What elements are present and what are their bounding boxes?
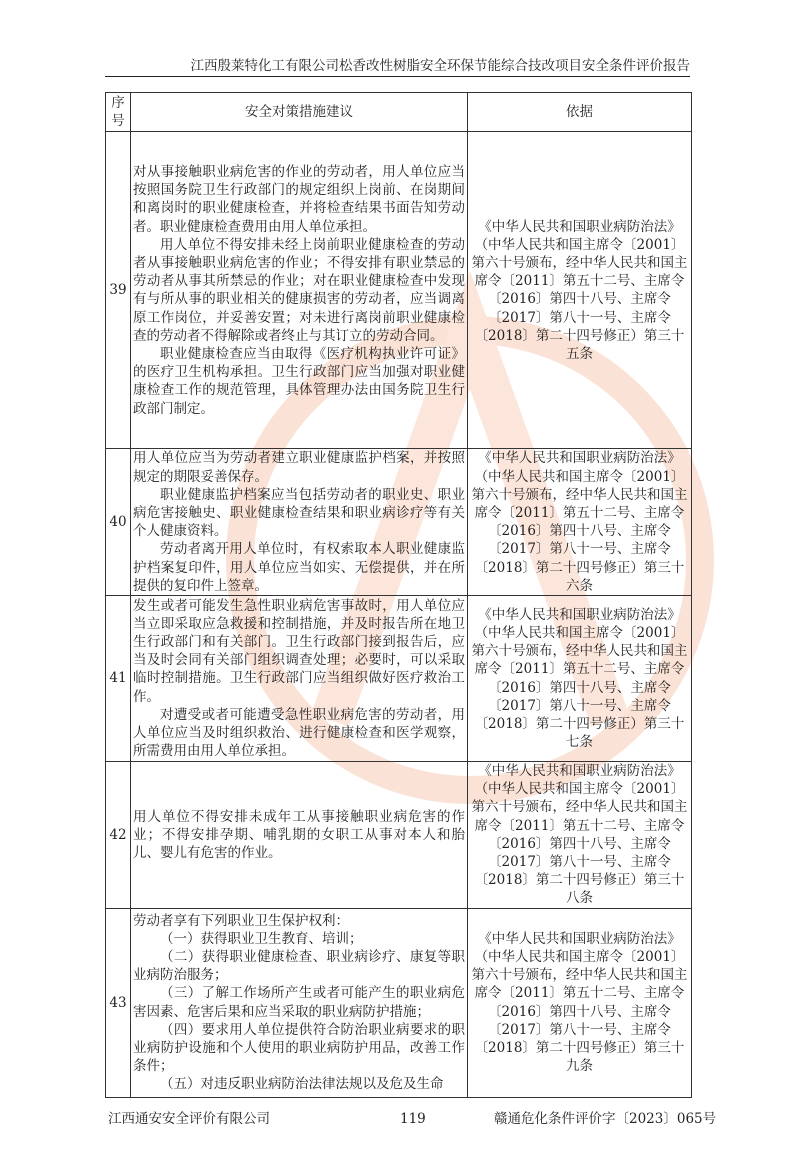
measure-paragraph: 对遭受或者可能遭受急性职业病危害的劳动者，用人单位应当及时组织救治、进行健康检查和医学观察，所需费用由用人单位承担。 (133, 706, 465, 760)
measure-paragraph: 职业健康监护档案应当包括劳动者的职业史、职业病危害接触史、职业健康检查结果和职业病诊疗等有关个人健康资料。 (133, 486, 465, 540)
table-row (106, 908, 692, 1097)
measure-paragraph: 用人单位不得安排未经上岗前职业健康检查的劳动者从事接触职业病危害的作业；不得安排有职业禁忌的劳动者从事其所禁忌的作业；对在职业健康检查中发现有与所从事的职业相关的健康损害的劳动者，应当调离原工作岗位，并妥善安置；对未进行离岗前职业健康检查的劳动者不得解除或者终止与其订立的劳动合同。 (133, 236, 465, 344)
row-number: 41 (106, 596, 131, 762)
table-row (106, 596, 692, 762)
page-header-title: 江西殷莱特化工有限公司松香改性树脂安全环保节能综合技改项目安全条件评价报告 (190, 58, 690, 74)
row-number: 43 (106, 908, 131, 1097)
row-number: 42 (106, 762, 131, 909)
footer-company: 江西通安安全评价有限公司 (108, 1110, 270, 1127)
page-number: 119 (400, 1110, 426, 1127)
measure-text (131, 762, 468, 909)
measure-text (131, 132, 468, 449)
table-row (106, 762, 692, 909)
basis-text: 《中华人民共和国职业病防治法》（中华人民共和国主席令〔2001〕第六十号颁布，经中华人民共和国主席令〔2011〕第五十二号、主席令〔2016〕第四十八号、主席令〔2017〕第八十一号、主席令〔2018〕第二十四号修正）第三十八条 (468, 762, 692, 909)
measure-paragraph: 劳动者离开用人单位时，有权索取本人职业健康监护档案复印件，用人单位应当如实、无偿提供，并在所提供的复印件上签章。 (133, 541, 465, 594)
table-header-row (106, 93, 692, 132)
measure-text (131, 596, 468, 762)
measure-text (131, 908, 468, 1097)
measure-paragraph: （五）对违反职业病防治法律法规以及危及生命 (160, 1076, 444, 1093)
basis-text: 《中华人民共和国职业病防治法》（中华人民共和国主席令〔2001〕第六十号颁布，经中华人民共和国主席令〔2011〕第五十二号、主席令〔2016〕第四十八号、主席令〔2017〕第八十一号、主席令〔2018〕第二十四号修正）第三十五条 (468, 132, 692, 449)
basis-text: 《中华人民共和国职业病防治法》（中华人民共和国主席令〔2001〕第六十号颁布，经中华人民共和国主席令〔2011〕第五十二号、主席令〔2016〕第四十八号、主席令〔2017〕第八十一号、主席令〔2018〕第二十四号修正）第三十六条 (468, 449, 692, 596)
page-footer (105, 1110, 717, 1130)
measure-paragraph: 劳动者享有下列职业卫生保护权利： (133, 912, 349, 929)
measure-paragraph: （四）要求用人单位提供符合防治职业病要求的职业病防护设施和个人使用的职业病防护用品，改善工作条件； (133, 1021, 465, 1075)
measure-paragraph: 对从事接触职业病危害的作业的劳动者，用人单位应当按照国务院卫生行政部门的规定组织上岗前、在岗期间和离岗时的职业健康检查，并将检查结果书面告知劳动者。职业健康检查费用由用人单位承担。 (133, 163, 465, 235)
col-header-no: 序号 (106, 93, 131, 132)
measure-paragraph: （三）了解工作场所产生或者可能产生的职业病危害因素、危害后果和应当采取的职业病防护措施； (133, 985, 465, 1020)
measure-paragraph: 发生或者可能发生急性职业病危害事故时，用人单位应当立即采取应急救援和控制措施，并及时报告所在地卫生行政部门和有关部门。卫生行政部门接到报告后，应当及时会同有关部门组织调查处理；必要时，可以采取临时控制措施。卫生行政部门应当组织做好医疗救治工作。 (133, 597, 465, 705)
header-divider (105, 76, 690, 77)
measures-table (105, 92, 692, 1098)
basis-text: 《中华人民共和国职业病防治法》（中华人民共和国主席令〔2001〕第六十号颁布，经中华人民共和国主席令〔2011〕第五十二号、主席令〔2016〕第四十八号、主席令〔2017〕第八十一号、主席令〔2018〕第二十四号修正）第三十九条 (468, 908, 692, 1097)
measure-paragraph: 用人单位应当为劳动者建立职业健康监护档案，并按照规定的期限妥善保存。 (133, 450, 465, 485)
footer-doc-number: 赣通危化条件评价字〔2023〕065号 (494, 1110, 717, 1127)
col-header-measures: 安全对策措施建议 (131, 93, 468, 132)
measure-paragraph: 职业健康检查应当由取得《医疗机构执业许可证》的医疗卫生机构承担。卫生行政部门应当加强对职业健康检查工作的规范管理，具体管理办法由国务院卫生行政部门制定。 (133, 346, 465, 417)
measure-paragraph: 用人单位不得安排未成年工从事接触职业病危害的作业；不得安排孕期、哺乳期的女职工从事对本人和胎儿、婴儿有危害的作业。 (133, 808, 465, 861)
table-row (106, 449, 692, 596)
col-header-basis: 依据 (468, 93, 692, 132)
row-number: 39 (106, 132, 131, 449)
measure-text (131, 449, 468, 596)
row-number: 40 (106, 449, 131, 596)
measure-paragraph: （二）获得职业健康检查、职业病诊疗、康复等职业病防治服务； (133, 949, 465, 984)
basis-text: 《中华人民共和国职业病防治法》（中华人民共和国主席令〔2001〕第六十号颁布，经中华人民共和国主席令〔2011〕第五十二号、主席令〔2016〕第四十八号、主席令〔2017〕第八十一号、主席令〔2018〕第二十四号修正）第三十七条 (468, 596, 692, 762)
measure-paragraph: （一）获得职业卫生教育、培训； (160, 930, 363, 947)
table-row (106, 132, 692, 449)
